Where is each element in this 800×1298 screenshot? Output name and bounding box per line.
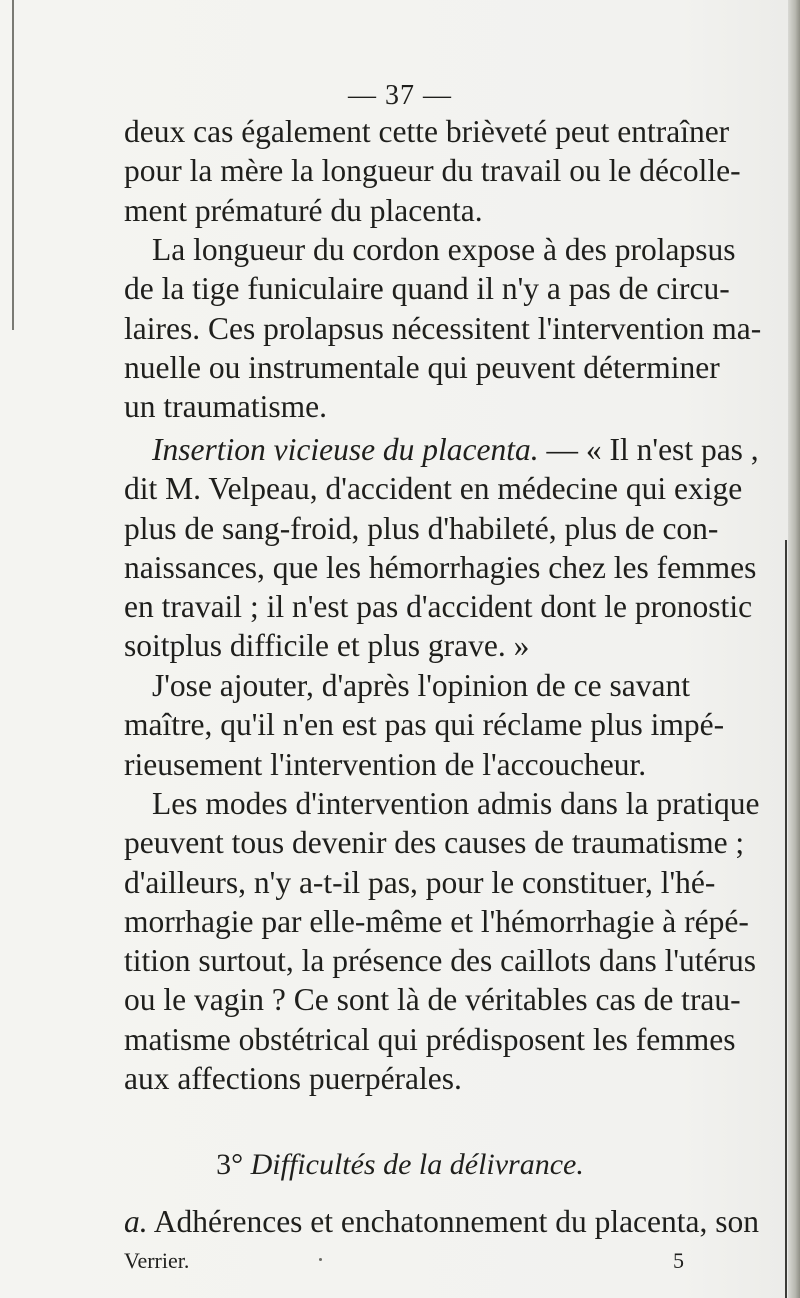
text-line: soitplus difficile et plus grave. »: [124, 628, 530, 664]
text-line: La longueur du cordon expose à des prolapsus: [152, 232, 736, 267]
text-line: morrhagie par elle-même et l'hémorrhagie à répé-: [124, 903, 749, 939]
page-right-binding: [788, 0, 800, 1298]
text-line: aux affections puerpérales.: [124, 1061, 462, 1097]
lead-rest: — « Il n'est pas ,: [538, 432, 759, 467]
page-footer: [124, 1248, 684, 1274]
text-line: ment prématuré du placenta.: [124, 192, 483, 228]
paragraph-4: [124, 666, 725, 784]
paragraph-3: [124, 430, 759, 666]
section-title: Difficultés de la délivrance.: [250, 1148, 584, 1181]
text-line: plus de sang-froid, plus d'habileté, plus de con-: [124, 510, 719, 546]
text-line: deux cas également cette brièveté peut entraîner: [124, 114, 730, 149]
text-line: laires. Ces prolapsus nécessitent l'intervention ma-: [124, 310, 762, 346]
text-line: de la tige funiculaire quand il n'y a pas de circu-: [124, 271, 730, 307]
footer-dot: [319, 1258, 322, 1261]
text-line: ou le vagin ? Ce sont là de véritables cas de trau-: [124, 982, 741, 1018]
text-line: Les modes d'intervention admis dans la pratique: [152, 786, 760, 821]
text-line: pour la mère la longueur du travail ou le décolle-: [124, 153, 741, 189]
paragraph-5: [124, 784, 760, 1098]
text-line: J'ose ajouter, d'après l'opinion de ce savant: [152, 668, 690, 703]
text-line: tition surtout, la présence des caillots dans l'utérus: [124, 943, 757, 979]
section-lead-title: Insertion vicieuse du placenta.: [152, 432, 539, 467]
text-line: en travail ; il n'est pas d'accident dont le pronostic: [124, 589, 753, 625]
item-marker: a.: [124, 1204, 148, 1239]
lead-rest: Adhérences et enchatonnement du placenta, son: [147, 1204, 760, 1239]
text-line: rieusement l'intervention de l'accoucheur.: [124, 746, 647, 782]
text-line-lead: [124, 430, 759, 469]
page-right-edge-line: [785, 540, 787, 1298]
page-number: — 37 —: [348, 80, 452, 111]
footer-signature-mark: 5: [673, 1248, 684, 1273]
footer-author: Verrier.: [124, 1248, 190, 1273]
paragraph-2: [124, 230, 762, 426]
text-line: maître, qu'il n'en est pas qui réclame plus impé-: [124, 707, 725, 743]
text-line: nuelle ou instrumentale qui peuvent déterminer: [124, 349, 720, 385]
section-heading: [0, 1148, 800, 1182]
text-line-lead: [124, 1202, 760, 1241]
text-line: dit M. Velpeau, d'accident en médecine qui exige: [124, 471, 743, 507]
page-left-border: [0, 0, 14, 330]
paragraph-6: [124, 1202, 760, 1241]
text-line: naissances, que les hémorrhagies chez les femmes: [124, 549, 757, 585]
text-line: matisme obstétrical qui prédisposent les femmes: [124, 1021, 736, 1057]
text-line: peuvent tous devenir des causes de traumatisme ;: [124, 825, 745, 861]
text-line: d'ailleurs, n'y a-t-il pas, pour le constituer, l'hé-: [124, 864, 716, 900]
text-line: un traumatisme.: [124, 389, 327, 425]
paragraph-1: [124, 112, 741, 230]
section-number: 3°: [216, 1148, 244, 1181]
